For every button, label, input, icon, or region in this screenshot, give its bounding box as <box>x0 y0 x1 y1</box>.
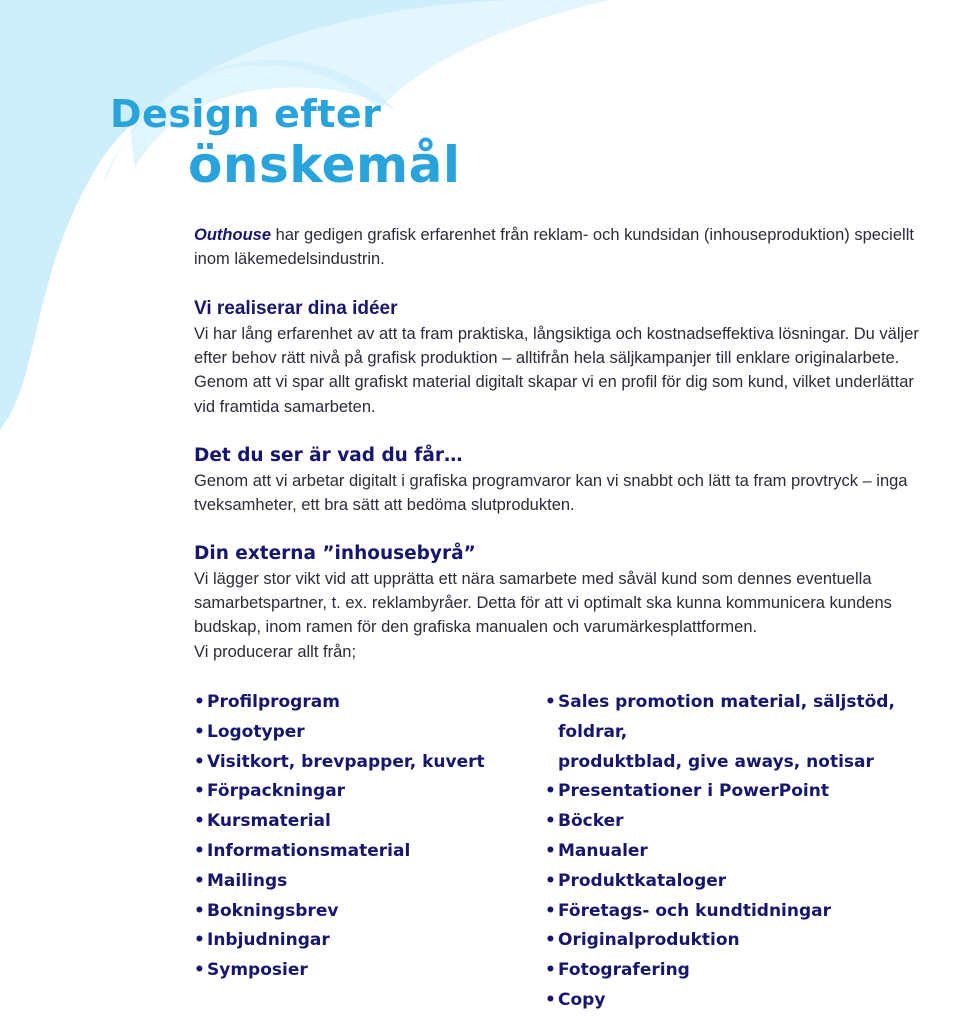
list-item: • Copy <box>545 986 945 1016</box>
services-list-right <box>545 688 945 1016</box>
section-heading: Det du ser är vad du får… <box>194 445 463 466</box>
list-item-continuation: produktblad, give aways, notisar <box>558 751 874 772</box>
list-item: • Sales promotion material, säljstöd, foldrar, <box>545 688 945 748</box>
intro-paragraph <box>194 223 929 271</box>
list-item: • Originalproduktion <box>545 926 945 956</box>
list-item: • Profilprogram <box>194 688 524 718</box>
list-item: • Produktkataloger <box>545 867 945 897</box>
list-item: • Företags- och kundtidningar <box>545 897 945 927</box>
list-item: • Böcker <box>545 807 945 837</box>
intro-text: har gedigen grafisk erfarenhet från reklam- och kundsidan (inhouseproduktion) speciellt inom läkemedelsindustrin. <box>194 226 914 269</box>
brand-name: Outhouse <box>194 226 271 244</box>
list-item: • Fotografering <box>545 956 945 986</box>
section-body: Vi har lång erfarenhet av att ta fram praktiska, långsiktiga och kostnadseffektiva lösningar. Du väljer efter behov rätt nivå på grafisk produktion – alltifrån hela säljkampanjer till enklare originalarbete. Genom att vi spar allt grafiskt material digitalt skapar vi en profil för dig som kund, vilket underlättar vid framtida samarbeten. <box>194 325 919 416</box>
list-item: • Manualer <box>545 837 945 867</box>
list-item: • Mailings <box>194 867 524 897</box>
section-det-du-ser <box>194 443 929 517</box>
list-item: • Visitkort, brevpapper, kuvert <box>194 748 524 778</box>
section-heading: Vi realiserar dina idéer <box>194 298 398 319</box>
page-title-line1: Design efter <box>110 92 382 136</box>
list-item: • Förpackningar <box>194 777 524 807</box>
section-body-closing: Vi producerar allt från; <box>194 642 357 661</box>
list-item: • Symposier <box>194 956 524 986</box>
list-item: • Presentationer i PowerPoint <box>545 777 945 807</box>
section-body: Vi lägger stor vikt vid att upprätta ett nära samarbete med såväl kund som dennes eventuella samarbetspartner, t. ex. reklambyråer. Detta för att vi optimalt ska kunna kommunicera kundens budskap, inom ramen för den grafiska manualen och varumärkesplattformen. <box>194 570 892 637</box>
list-item: • Kursmaterial <box>194 807 524 837</box>
services-list-left <box>194 688 524 986</box>
list-item: • Bokningsbrev <box>194 897 524 927</box>
list-item: • Informationsmaterial <box>194 837 524 867</box>
section-realiserar <box>194 296 929 419</box>
section-body: Genom att vi arbetar digitalt i grafiska programvaror kan vi snabbt och lätt ta fram provtryck – inga tveksamheter, ett bra sätt att bedöma slutprodukten. <box>194 472 908 515</box>
section-heading: Din externa ”inhousebyrå” <box>194 543 476 564</box>
list-item: • Inbjudningar <box>194 926 524 956</box>
section-inhousebyra <box>194 541 929 664</box>
list-item: • Logotyper <box>194 718 524 748</box>
page-title-line2: önskemål <box>188 136 461 194</box>
